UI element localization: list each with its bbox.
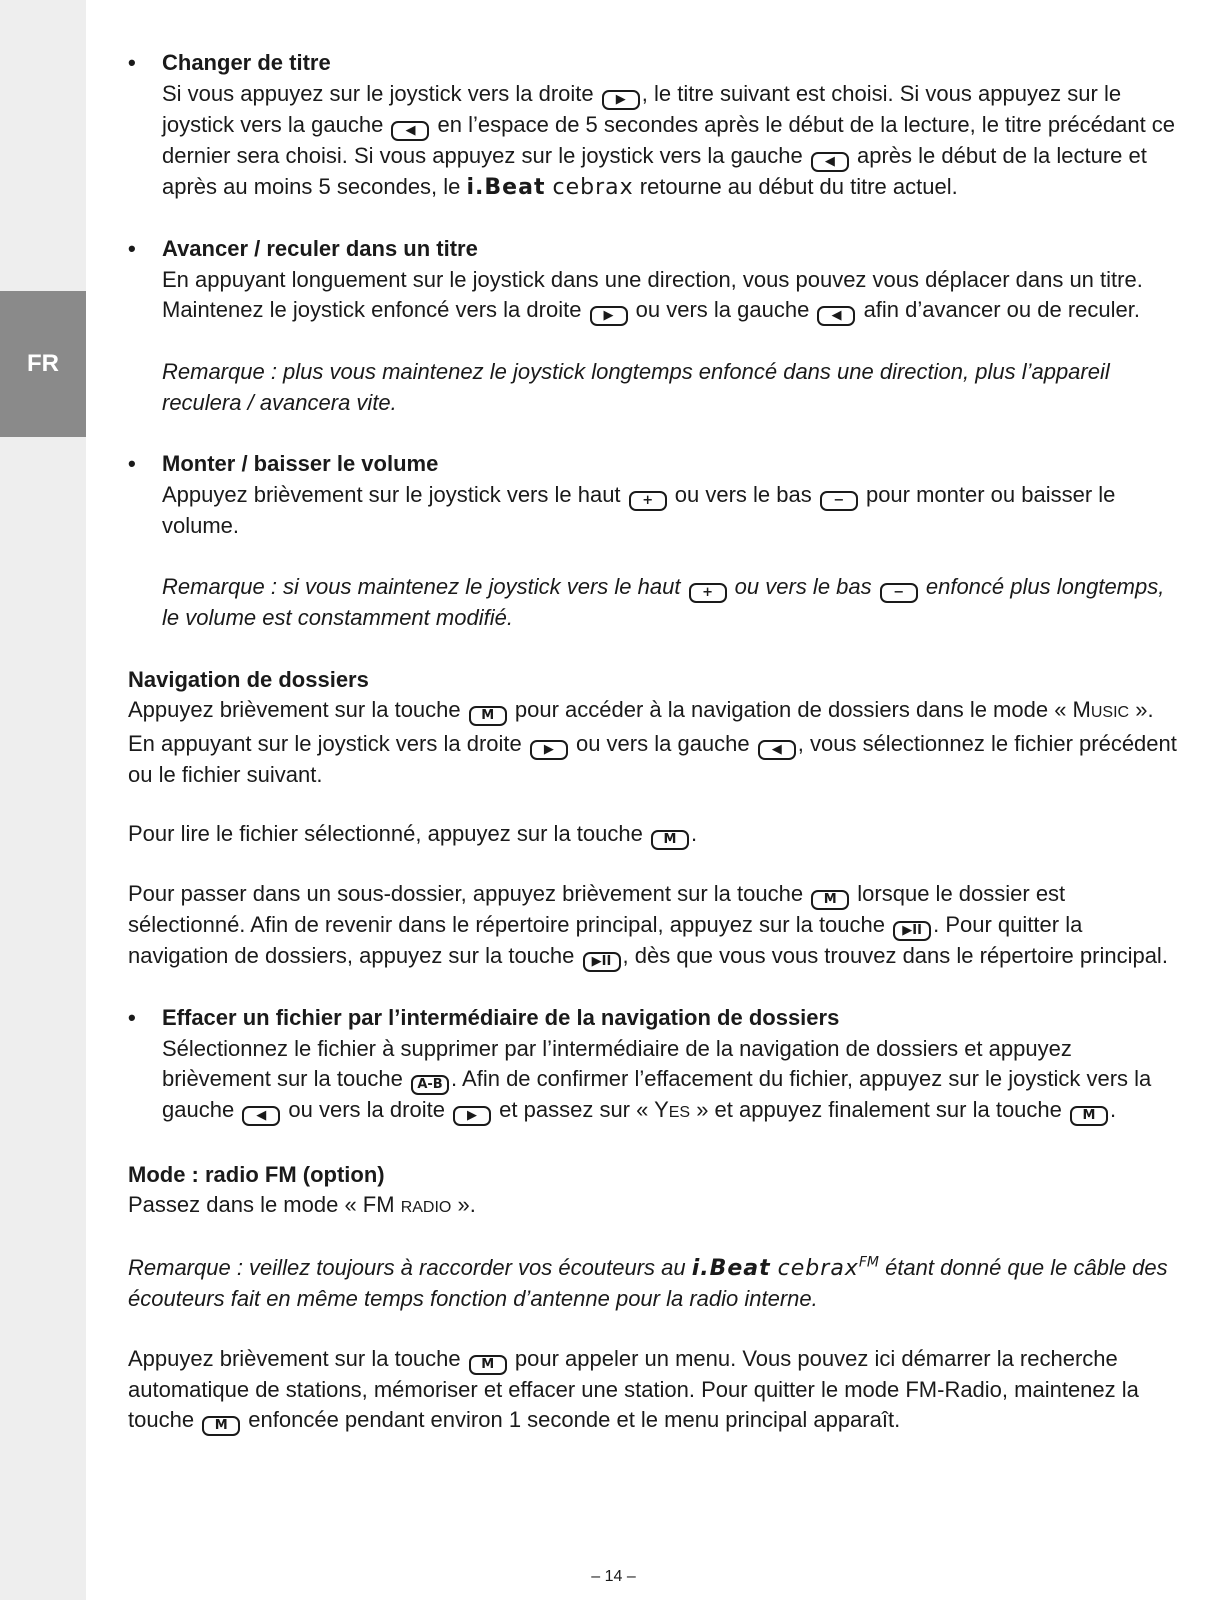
text: ES: [668, 1104, 691, 1121]
text: afin d’avancer ou de reculer.: [857, 297, 1140, 322]
brand-fm-superscript: FM: [858, 1254, 879, 1271]
text: enfoncée pendant environ 1 seconde et le menu principal apparaît.: [242, 1407, 901, 1432]
text: ou vers le bas: [728, 574, 878, 599]
text: . Pour quitter la navigation de dossiers, appuyez sur la touche: [128, 912, 1083, 968]
section-effacer-fichier: [128, 1003, 1178, 1129]
paragraph: [162, 1034, 1178, 1129]
section-heading: Monter / baisser le volume: [162, 451, 439, 476]
a-b-key-icon: A-B: [411, 1075, 449, 1095]
section-heading: Effacer un fichier par l’intermédiaire de la navigation de dossiers: [162, 1005, 840, 1030]
section-heading: Changer de titre: [162, 50, 331, 75]
joystick-left-key-icon: ◀: [811, 152, 849, 172]
brand-part1: i.Beat: [466, 174, 546, 200]
joystick-left-key-icon: ◀: [391, 121, 429, 141]
text: Sélectionnez le fichier à supprimer par l’intermédiaire de la navigation de dossiers et appuyez brièvement sur la touche: [162, 1035, 1072, 1091]
joystick-left-key-icon: ◀: [817, 306, 855, 326]
brand-part1: i.Beat: [691, 1255, 771, 1281]
left-margin-bar: [0, 0, 86, 1600]
brand-part2: cebrax: [552, 174, 634, 200]
text: M: [1072, 697, 1091, 722]
section-heading: Avancer / reculer dans un titre: [162, 236, 478, 261]
note: [128, 1253, 1178, 1315]
text: après le début de la lecture et après au moins 5 secondes, le: [162, 142, 1147, 199]
text: ou vers la gauche: [569, 730, 756, 756]
paragraph: [128, 695, 1178, 790]
text: pour appeler un menu. Vous pouvez ici démarrer la recherche automatique de stations, mémoriser et effacer une station. Pour quitter le mode FM-Radio, maintenez la touche: [128, 1345, 1139, 1432]
text: Pour passer dans un sous-dossier, appuyez brièvement sur la touche: [128, 881, 810, 906]
m-key-icon: M: [651, 830, 689, 850]
paragraph: [128, 879, 1178, 972]
text: ou vers le bas: [668, 481, 818, 507]
text: retourne au début du titre actuel.: [633, 173, 958, 199]
play-pause-key-icon: ▶II: [893, 921, 931, 941]
text: Appuyez brièvement sur la touche: [128, 697, 467, 722]
note: [162, 572, 1178, 634]
play-pause-key-icon: ▶II: [583, 952, 621, 972]
text: ».: [451, 1192, 476, 1217]
text: .: [1110, 1097, 1117, 1122]
paragraph: [128, 1344, 1178, 1437]
joystick-up-key-icon: +: [689, 583, 727, 603]
section-heading: Mode : radio FM (option): [128, 1161, 385, 1187]
text: étant donné que le câble des écouteurs fait en même temps fonction d’antenne pour la radio interne.: [128, 1254, 1168, 1311]
brand-part2: cebrax: [777, 1255, 859, 1281]
text: pour accéder à la navigation de dossiers dans le mode «: [508, 697, 1073, 722]
section-changer-de-titre: [128, 48, 1178, 203]
text: .: [690, 821, 698, 846]
text: » et appuyez finalement sur la touche: [690, 1097, 1068, 1122]
language-tab: [0, 291, 86, 437]
text: , dès que vous vous trouvez dans le répertoire principal.: [622, 943, 1168, 968]
m-key-icon: M: [469, 706, 507, 726]
text: Y: [654, 1097, 669, 1122]
text: Remarque : veillez toujours à raccorder vos écouteurs au: [128, 1254, 692, 1280]
joystick-left-key-icon: ◀: [242, 1106, 280, 1126]
text: , le titre suivant est choisi. Si vous appuyez sur le joystick vers la gauche: [162, 80, 1122, 137]
m-key-icon: M: [202, 1416, 240, 1436]
joystick-up-key-icon: +: [629, 491, 667, 511]
joystick-right-key-icon: ▶: [602, 90, 640, 110]
text: USIC: [1090, 704, 1130, 721]
text: ». En appuyant sur le joystick vers la droite: [128, 697, 1154, 756]
paragraph: [162, 480, 1178, 542]
section-navigation-dossiers: [128, 665, 1178, 973]
text: ou vers la droite: [282, 1097, 452, 1122]
text: Si vous appuyez sur le joystick vers la droite: [162, 80, 600, 106]
text: , vous sélectionnez le fichier précédent ou le fichier suivant.: [128, 730, 1177, 787]
joystick-down-key-icon: −: [820, 491, 858, 511]
section-avancer-reculer: [128, 234, 1178, 418]
text: Passez dans le mode « FM: [128, 1192, 401, 1217]
page-number: – 14 –: [591, 1568, 636, 1585]
joystick-right-key-icon: ▶: [453, 1106, 491, 1126]
language-tab-label: FR: [27, 349, 59, 377]
text: Pour lire le fichier sélectionné, appuyez sur la touche: [128, 821, 649, 846]
text: RADIO: [400, 1199, 452, 1216]
bullet: •: [128, 236, 136, 261]
bullet: •: [128, 1005, 136, 1030]
note: Remarque : plus vous maintenez le joystick longtemps enfoncé dans une direction, plus l’appareil reculera / avancera vite.: [162, 359, 1110, 415]
text: et passez sur «: [493, 1097, 655, 1122]
text: Appuyez brièvement sur le joystick vers le haut: [162, 481, 627, 507]
brand-logo: [692, 1256, 879, 1281]
text: En appuyant longuement sur le joystick dans une direction, vous pouvez vous déplacer dans un titre. Maintenez le joystick enfoncé vers la droite: [162, 266, 1143, 322]
m-key-icon: M: [811, 890, 849, 910]
joystick-right-key-icon: ▶: [590, 306, 628, 326]
paragraph: [128, 819, 1178, 850]
joystick-right-key-icon: ▶: [530, 740, 568, 760]
paragraph: [162, 265, 1178, 327]
joystick-left-key-icon: ◀: [758, 740, 796, 760]
text: . Afin de confirmer l’effacement du fichier, appuyez sur le joystick vers la gauche: [162, 1066, 1152, 1122]
joystick-down-key-icon: −: [880, 583, 918, 603]
text: lorsque le dossier est sélectionné. Afin de revenir dans le répertoire principal, appuyez sur la touche: [128, 881, 1066, 937]
text: ou vers la gauche: [629, 297, 816, 322]
bullet: •: [128, 50, 136, 75]
bullet: •: [128, 451, 136, 476]
paragraph: [162, 79, 1178, 204]
text: Remarque : si vous maintenez le joystick vers le haut: [162, 574, 687, 599]
paragraph: [128, 1190, 1178, 1224]
text: Appuyez brièvement sur la touche: [128, 1345, 467, 1371]
text: pour monter ou baisser le volume.: [162, 481, 1116, 538]
section-radio-fm: [128, 1160, 1178, 1437]
brand-logo: [467, 175, 634, 200]
text: en l’espace de 5 secondes après le début de la lecture, le titre précédant ce dernier sera choisi. Si vous appuyez sur le joystick vers la gauche: [162, 111, 1176, 168]
section-volume: [128, 449, 1178, 634]
section-heading: Navigation de dossiers: [128, 666, 369, 692]
page-content: [128, 48, 1178, 1436]
m-key-icon: M: [469, 1355, 507, 1375]
m-key-icon: M: [1070, 1106, 1108, 1126]
text: enfoncé plus longtemps, le volume est constamment modifié.: [162, 574, 1165, 630]
